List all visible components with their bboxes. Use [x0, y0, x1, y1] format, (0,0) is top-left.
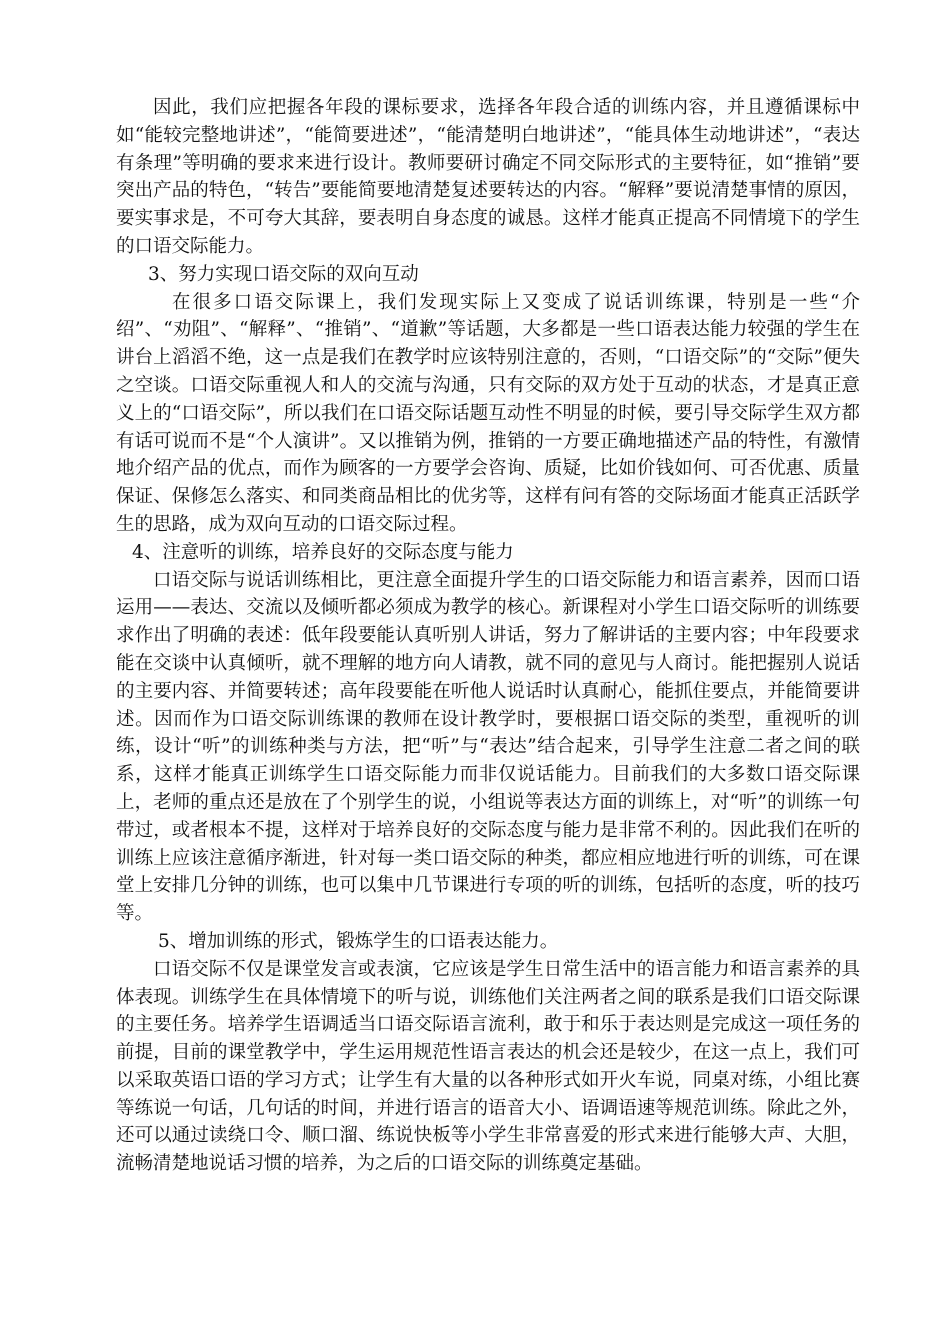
section-heading-3: 3、努力实现口语交际的双向互动 [148, 263, 419, 285]
document-body [116, 94, 860, 1178]
section-heading-4: 4、注意听的训练，培养良好的交际态度与能力 [132, 541, 514, 563]
paragraph-listening-training: 口语交际与说话训练相比，更注意全面提升学生的口语交际能力和语言素养，因而口语运用——表达、交流以及倾听都必须成为教学的核心。新课程对小学生口语交际听的训练要求作出了明确的表述：低年段要能认真听别人讲话，努力了解讲话的主要内容；中年段要求能在交谈中认真倾听，就不理解的地方向人请教，就不同的意见与人商讨。能把握别人说话的主要内容、并简要转述；高年段要能在听他人说话时认真耐心，能抓住要点，并能简要讲述。因而作为口语交际训练课的教师在设计教学时，要根据口语交际的类型，重视听的训练，设计“听”的训练种类与方法，把“听”与“表达”结合起来，引导学生注意二者之间的联系，这样才能真正训练学生口语交际能力而非仅说话能力。目前我们的大多数口语交际课上，老师的重点还是放在了个别学生的说，小组说等表达方面的训练上，对“听”的训练一句带过，或者根本不提，这样对于培养良好的交际态度与能力是非常不利的。因此我们在听的训练上应该注意循序渐进，针对每一类口语交际的种类，都应相应地进行听的训练，可在课堂上安排几分钟的训练，也可以集中几节课进行专项的听的训练，包括听的态度，听的技巧等。 [116, 569, 860, 925]
paragraph-two-way-interaction: 在很多口语交际课上，我们发现实际上又变成了说话训练课，特别是一些“介绍”、“劝阻”、“解释”、“推销”、“道歉”等话题，大多都是一些口语表达能力较强的学生在讲台上滔滔不绝，这一点是我们在教学时应该特别注意的，否则，“口语交际”的“交际”便失之空谈。口语交际重视人和人的交流与沟通，只有交际的双方处于互动的状态，才是真正意义上的“口语交际”，所以我们在口语交际话题互动性不明显的时候，要引导交际学生双方都有话可说而不是“个人演讲”。又以推销为例，推销的一方要正确地描述产品的特性，有激情地介绍产品的优点，而作为顾客的一方要学会咨询、质疑，比如价钱如何、可否优惠、质量保证、保修怎么落实、和同类商品相比的优劣等，这样有问有答的交际场面才能真正活跃学生的思路，成为双向互动的口语交际过程。 [116, 291, 860, 535]
paragraph-course-standards: 因此，我们应把握各年段的课标要求，选择各年段合适的训练内容，并且遵循课标中如“能较完整地讲述”，“能简要进述”，“能清楚明白地讲述”，“能具体生动地讲述”，“表达有条理”等明确的要求来进行设计。教师要研讨确定不同交际形式的主要特征，如“推销”要突出产品的特色，“转告”要能简要地清楚复述要转达的内容。“解释”要说清楚事情的原因，要实事求是，不可夸大其辞，要表明自身态度的诚恳。这样才能真正提高不同情境下的学生的口语交际能力。 [116, 97, 860, 257]
paragraph-training-forms: 口语交际不仅是课堂发言或表演，它应该是学生日常生活中的语言能力和语言素养的具体表现。训练学生在具体情境下的听与说，训练他们关注两者之间的联系是我们口语交际课的主要任务。培养学生语调适当口语交际语言流利，敢于和乐于表达则是完成这一项任务的前提，目前的课堂教学中，学生运用规范性语言表达的机会还是较少，在这一点上，我们可以采取英语口语的学习方式；让学生有大量的以各种形式如开火车说，同桌对练，小组比赛等练说一句话，几句话的时间，并进行语言的语音大小、语调语速等规范训练。除此之外，还可以通过读绕口令、顺口溜、练说快板等小学生非常喜爱的形式来进行能够大声、大胆，流畅清楚地说话习惯的培养，为之后的口语交际的训练奠定基础。 [116, 958, 860, 1175]
section-heading-5: 5、增加训练的形式，锻炼学生的口语表达能力。 [158, 930, 559, 952]
